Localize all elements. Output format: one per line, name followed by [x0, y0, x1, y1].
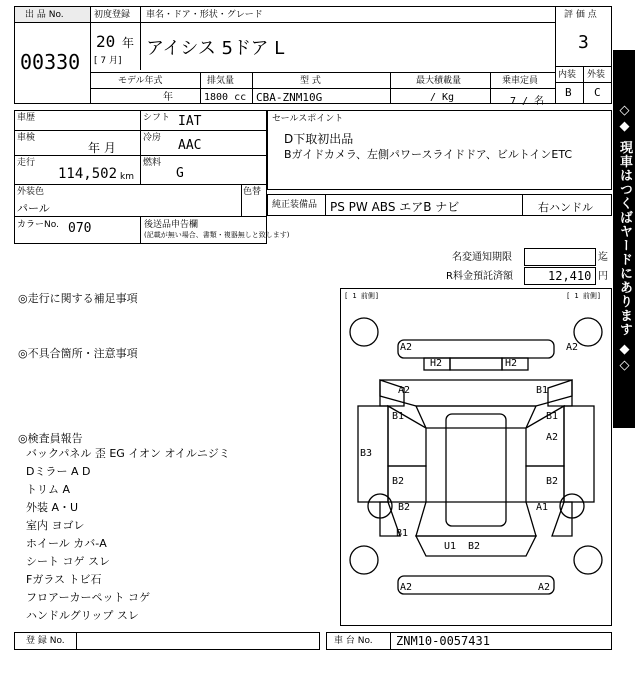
recycle-label: R料金預託済額 — [446, 271, 513, 282]
inspector-line: フロアーカーペット コゲ — [26, 591, 150, 604]
car-name: アイシス 5ドア L — [146, 38, 285, 59]
color-change-label: 色替 — [243, 187, 262, 197]
docs-note: (記載が無い場合、書類・複器無しと致します) — [144, 231, 290, 239]
type-label: 型 式 — [300, 76, 321, 86]
score-value: 3 — [578, 32, 589, 53]
inspector-line: ホイール カバ-A — [26, 537, 107, 550]
mark-fender-b1: B1 — [536, 385, 549, 396]
docs-label: 後送品申告欄 — [144, 220, 199, 230]
location-banner: ◇◆ 現車はつくばヤードにあります ◆◇ — [613, 50, 635, 428]
mark-quarter-b1: B1 — [396, 528, 409, 539]
year-unit: 年 — [122, 36, 135, 50]
aircon-label: 冷房 — [143, 133, 162, 143]
mark-side-b3: B3 — [360, 448, 373, 459]
mark-roof-u1: U1 — [444, 541, 457, 552]
max-load-value: / Kg — [430, 92, 455, 103]
inspector-line: 外装 A・U — [26, 501, 79, 514]
fuel-label: 燃料 — [143, 158, 162, 168]
mileage-unit: km — [120, 172, 134, 182]
lot-number: 00330 — [20, 50, 81, 74]
first-reg-month: [ 7 月] — [94, 56, 122, 66]
notice-box — [524, 248, 596, 266]
displacement-label: 排気量 — [207, 76, 235, 86]
inspector-title: ◎検査員報告 — [18, 432, 83, 445]
equipment-label: 純正装備品 — [272, 200, 318, 210]
max-load-label: 最大積載量 — [416, 76, 462, 86]
mark-rear-bumper-a2-right: A2 — [538, 582, 551, 593]
mark-door-fr-a2: A2 — [546, 432, 559, 443]
capacity-value: 7 / 名 — [510, 96, 545, 107]
mark-h2-right: H2 — [505, 358, 518, 369]
lot-label: 出 品 No. — [25, 10, 64, 20]
shift-value: IAT — [178, 114, 202, 129]
fuel-value: G — [176, 166, 184, 181]
sales-point-label: セールスポイント — [272, 114, 344, 124]
header-frame — [14, 6, 612, 104]
displacement-value: 1800 cc — [204, 92, 247, 103]
mark-door-rl-b2: B2 — [392, 476, 405, 487]
first-reg-year: 20 — [96, 32, 116, 51]
sales-point-line2: Bガイドカメラ、左側パワースライドドア、ビルトインETC — [284, 148, 573, 161]
inspector-line: 室内 ヨゴレ — [26, 519, 85, 532]
recycle-unit: 円 — [598, 271, 608, 282]
mileage-label: 走行 — [17, 158, 36, 168]
aircon-value: AAC — [178, 138, 202, 153]
type-value: CBA-ZNM10G — [256, 91, 323, 104]
inspection-value: 年 月 — [88, 141, 116, 155]
registration-label: 登 録 No. — [26, 636, 65, 646]
mark-door-fr-b1: B1 — [546, 411, 559, 422]
corner-label-left: [ 1 前側] — [344, 292, 380, 300]
mileage-value: 114,502 — [58, 166, 118, 182]
inspector-line: シート コゲ スレ — [26, 555, 110, 568]
shift-label: シフト — [143, 113, 171, 123]
first-reg-label: 初度登録 — [94, 10, 131, 20]
inspection-label: 車検 — [17, 133, 36, 143]
color-label: 外装色 — [17, 187, 45, 197]
mark-h2-left: H2 — [430, 358, 443, 369]
color-no-label: カラーNo. — [17, 220, 59, 230]
driving-notes-title: ◎走行に関する補足事項 — [18, 292, 138, 305]
car-diagram — [340, 288, 612, 626]
mark-door-fl-b1: B1 — [392, 411, 405, 422]
mark-rear-bumper-a2-left: A2 — [400, 582, 413, 593]
inspector-line: Fガラス トビ石 — [26, 573, 102, 586]
handle-value: 右ハンドル — [538, 201, 593, 214]
inspector-line: トリム A — [26, 483, 71, 496]
equipment-value: PS PW ABS エアB ナビ — [330, 200, 460, 214]
model-year-unit: 年 — [163, 92, 173, 103]
inspector-line: ハンドルグリップ スレ — [26, 609, 139, 622]
mark-rear-b2: B2 — [398, 502, 411, 513]
mark-door-rr-b2: B2 — [546, 476, 559, 487]
history-label: 車歴 — [17, 113, 36, 123]
score-label: 評 価 点 — [564, 10, 597, 20]
interior-label: 内装 — [558, 70, 577, 80]
color-value: パール — [17, 202, 50, 215]
capacity-label: 乗車定員 — [502, 76, 539, 86]
interior-value: B — [565, 86, 572, 99]
mark-fender-a2: A2 — [398, 385, 411, 396]
recycle-value: 12,410 — [548, 269, 592, 283]
mark-front-a2-right: A2 — [566, 342, 579, 353]
inspector-line: バックパネル 歪 EG イオン オイルニジミ — [26, 447, 230, 460]
notice-label: 名変通知期限 — [452, 252, 512, 263]
chassis-value: ZNM10-0057431 — [396, 634, 490, 648]
exterior-label: 外装 — [587, 70, 606, 80]
name-label: 車名・ドア・形状・グレード — [146, 10, 263, 20]
model-year-label: モデル年式 — [118, 76, 163, 86]
exterior-value: C — [594, 86, 601, 99]
color-no-value: 070 — [68, 221, 92, 236]
corner-label-right: [ 1 前側] — [566, 292, 602, 300]
mark-roof-b2: B2 — [468, 541, 481, 552]
inspector-line: Dミラー A D — [26, 465, 91, 478]
defects-notes-title: ◎不具合箇所・注意事項 — [18, 347, 138, 360]
sales-point-line1: D下取初出品 — [284, 132, 354, 146]
notice-unit: 迄 — [598, 252, 608, 263]
chassis-label: 車 台 No. — [334, 636, 373, 646]
mark-rear-a1: A1 — [536, 502, 549, 513]
mark-front-a2-left: A2 — [400, 342, 413, 353]
